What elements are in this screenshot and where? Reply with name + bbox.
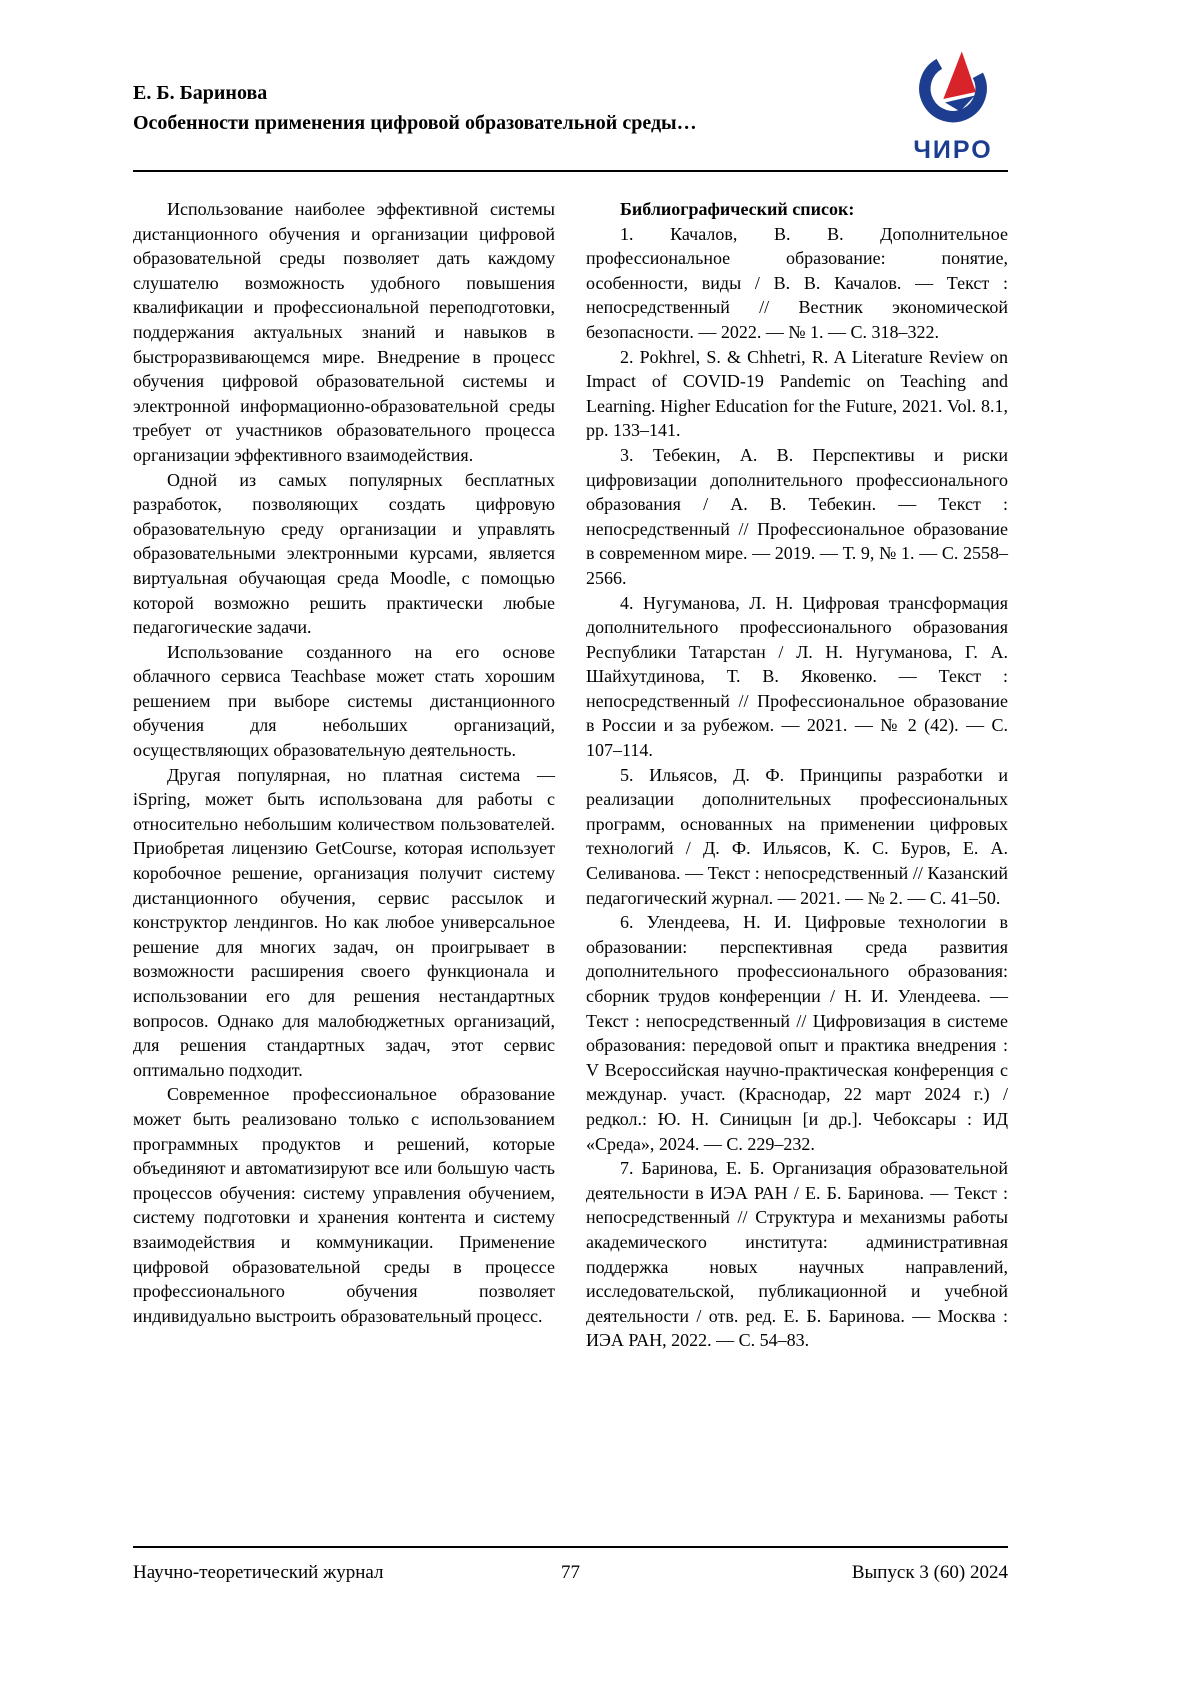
paragraph: Одной из самых популярных бесплатных разработок, позволяющих создать цифровую образовательную среду организации и управлять образовательными электронными курсами, является виртуальная обучающая среда Moodle, с помощью которой возможно решить практически любые педагогические задачи.: [133, 469, 555, 638]
paragraph: Современное профессиональное образование может быть реализовано только с использованием программных продуктов и решений, которые объединяют и автоматизируют все или большую часть процессов обучения: систему управления обучением, систему подготовки и хранения контента и систему взаимодействия и коммуникации. Применение цифровой образовательной среды в процессе профессионального обучения позволяет индивидуально выстроить образовательный процесс.: [133, 1084, 555, 1326]
header-text-block: [133, 50, 697, 138]
header-divider: [133, 170, 1008, 172]
footer-issue: Выпуск 3 (60) 2024: [851, 1562, 1008, 1583]
article-body: [133, 197, 1008, 1353]
logo-sail-red-icon: [943, 52, 976, 100]
right-column: [586, 197, 1008, 1353]
bibliography-item: 1. Качалов, В. В. Дополнительное профессиональное образование: понятие, особенности, виды / В. В. Качалов. — Текст : непосредственный // Вестник экономической безопасности. — 2022. — № 1. — С. 318–322.: [586, 223, 1008, 342]
logo-text: ЧИРО: [913, 136, 993, 164]
paragraph: Использование наиболее эффективной системы дистанционного обучения и организации цифровой образовательной среды позволяет дать каждому слушателю возможность удобного повышения квалификации и профессиональной переподготовки, поддержания актуальных знаний и навыков в быстроразвивающемся мире. Внедрение в процесс обучения цифровой образовательной системы и электронной информационно-образовательной среды требует от участников образовательного процесса организации эффективного взаимодействия.: [133, 199, 555, 465]
bibliography-item: 3. Тебекин, А. В. Перспективы и риски цифровизации дополнительного профессионального образования / А. В. Тебекин. — Текст : непосредственный // Профессиональное образование в современном мире. — 2019. — Т. 9, № 1. — С. 2558–2566.: [586, 444, 1008, 588]
bibliography-item: 2. Pokhrel, S. & Chhetri, R. A Literature Review on Impact of COVID-19 Pandemic on Teaching and Learning. Higher Education for the Future, 2021. Vol. 8.1, pp. 133–141.: [586, 346, 1008, 441]
logo-emblem-icon: [909, 48, 997, 136]
article-title: Особенности применения цифровой образовательной среды…: [133, 112, 697, 134]
footer-journal-name: Научно-теоретический журнал: [133, 1562, 384, 1583]
bibliography-item: 4. Нугуманова, Л. Н. Цифровая трансформация дополнительного профессионального образования Республики Татарстан / Л. Н. Нугуманова, Г. А. Шайхутдинова, Т. В. Яковенко. — Текст : непосредственный // Профессиональное образование в России и за рубежом. — 2021. — № 2 (42). — С. 107–114.: [586, 592, 1008, 761]
paragraph: Использование созданного на его основе облачного сервиса Teachbase может стать хорошим решением при выборе системы дистанционного обучения для небольших организаций, осуществляющих образовательную деятельность.: [133, 641, 555, 761]
bibliography-item: 7. Баринова, Е. Б. Организация образовательной деятельности в ИЭА РАН / Е. Б. Баринова. — Текст : непосредственный // Структура и механизмы работы академического института: административная поддержка новых научных направлений, исследовательской, публикационной и учебной деятельности / отв. ред. Е. Б. Баринова. — Москва : ИЭА РАН, 2022. — С. 54–83.: [586, 1158, 1008, 1351]
paragraph: Другая популярная, но платная система — iSpring, может быть использована для работы с относительно небольшим количеством пользователей. Приобретая лицензию GetCourse, которая использует коробочное решение, организация получит систему дистанционного обучения, сервис рассылок и конструктор лендингов. Но как любое универсальное решение для многих задач, он проигрывает в возможности расширения своего функционала и использовании его для решения нестандартных вопросов. Однако для малобюджетных организаций, для решения стандартных задач, этот сервис оптимально подходит.: [133, 764, 555, 1080]
page-header: [133, 50, 1008, 165]
footer-divider: [133, 1546, 1008, 1548]
journal-logo: [898, 48, 1008, 165]
page-footer: [133, 1562, 1008, 1584]
left-column: [133, 197, 555, 1353]
bibliography-item: 6. Улендеева, Н. И. Цифровые технологии в образовании: перспективная среда развития дополнительного профессионального образования: сборник трудов конференции / Н. И. Улендеева. — Текст : непосредственный // Цифровизация в системе образования: передовой опыт и практика внедрения : V Всероссийская научно-практическая конференция с междунар. участ. (Краснодар, 22 март 2024 г.) / редкол.: Ю. Н. Синицын [и др.]. Чебоксары : ИД «Среда», 2024. — С. 229–232.: [586, 912, 1008, 1154]
bibliography-item: 5. Ильясов, Д. Ф. Принципы разработки и реализации дополнительных профессиональных программ, основанных на применении цифровых технологий / Д. Ф. Ильясов, К. С. Буров, Е. А. Селиванова. — Текст : непосредственный // Казанский педагогический журнал. — 2021. — № 2. — С. 41–50.: [586, 764, 1008, 908]
bibliography-heading: Библиографический список:: [620, 199, 855, 219]
footer-page-number: 77: [561, 1562, 580, 1583]
author-name: Е. Б. Баринова: [133, 82, 268, 104]
